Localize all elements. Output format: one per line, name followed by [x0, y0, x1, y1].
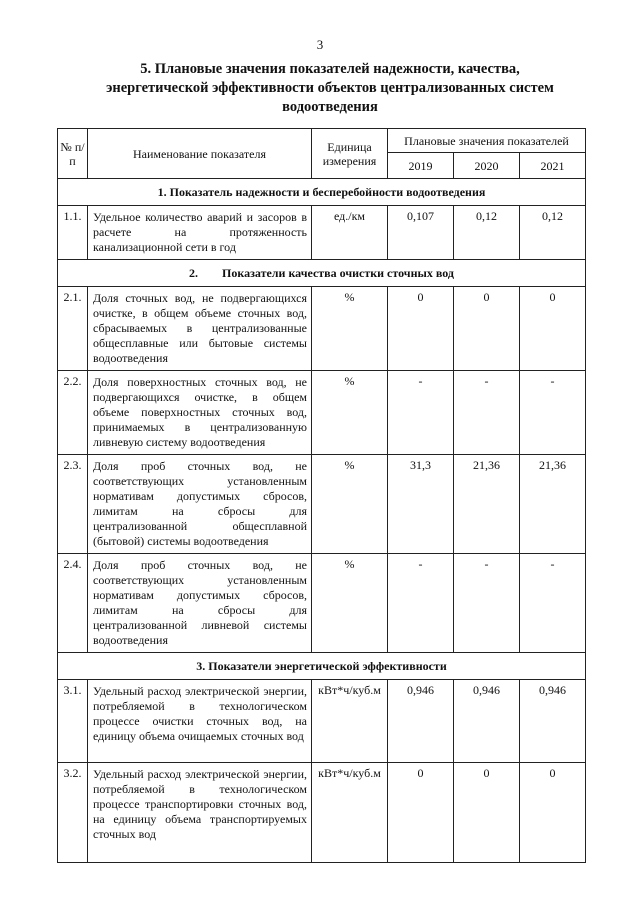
- header-unit: Единица измерения: [312, 129, 388, 179]
- header-year: 2021: [520, 153, 586, 179]
- value-cell: 0: [388, 763, 454, 863]
- value-cell: 0,946: [520, 680, 586, 763]
- value-cell: 0,946: [388, 680, 454, 763]
- page-number: 3: [316, 37, 324, 52]
- value-cell: 0: [388, 287, 454, 371]
- table-row: [58, 455, 586, 554]
- header-planned-values: Плановые значения показателей: [388, 129, 586, 153]
- row-number: 3.1.: [58, 680, 88, 763]
- unit-cell: %: [312, 554, 388, 653]
- unit-cell: %: [312, 455, 388, 554]
- value-cell: -: [520, 554, 586, 653]
- indicator-name: Доля проб сточных вод, не соответствующих установленным нормативам допустимых сбросов, лимитам на сбросы для централизованной общесплавной (бытовой) системы водоотведения: [88, 455, 312, 554]
- section-row: [58, 179, 586, 206]
- indicator-name: Удельный расход электрической энергии, потребляемой в технологическом процессе очистки сточных вод, на единицу объема очищаемых сточных вод: [88, 680, 312, 763]
- value-cell: 0: [520, 763, 586, 863]
- value-cell: 0,12: [454, 206, 520, 260]
- header-year: 2019: [388, 153, 454, 179]
- unit-cell: %: [312, 371, 388, 455]
- value-cell: 21,36: [520, 455, 586, 554]
- row-number: 1.1.: [58, 206, 88, 260]
- section-row: [58, 260, 586, 287]
- header-name: Наименование показателя: [88, 129, 312, 179]
- header-num: № п/п: [58, 129, 88, 179]
- section-title: 2. Показатели качества очистки сточных вод: [58, 260, 586, 287]
- indicator-name: Удельный расход электрической энергии, потребляемой в технологическом процессе транспортировки сточных вод, на единицу объема транспортируемых сточных вод: [88, 763, 312, 863]
- page-title: 5. Плановые значения показателей надежности, качества, энергетической эффективности объектов централизованных систем водоотведения: [106, 61, 554, 115]
- indicator-name: Доля поверхностных сточных вод, не подвергающихся очистке, в общем объеме поверхностных сточных вод, принимаемых в централизованную ливневую систему водоотведения: [88, 371, 312, 455]
- row-number: 2.2.: [58, 371, 88, 455]
- unit-cell: кВт*ч/куб.м: [312, 680, 388, 763]
- value-cell: 0,12: [520, 206, 586, 260]
- table-row: [58, 554, 586, 653]
- section-title: 3. Показатели энергетической эффективности: [58, 653, 586, 680]
- unit-cell: ед./км: [312, 206, 388, 260]
- value-cell: -: [388, 554, 454, 653]
- table-row: [58, 680, 586, 763]
- value-cell: -: [454, 371, 520, 455]
- unit-cell: %: [312, 287, 388, 371]
- value-cell: -: [520, 371, 586, 455]
- indicators-table: [57, 128, 586, 863]
- section-row: [58, 653, 586, 680]
- table-row: [58, 287, 586, 371]
- value-cell: 0: [454, 287, 520, 371]
- value-cell: 0,107: [388, 206, 454, 260]
- section-title: 1. Показатель надежности и бесперебойности водоотведения: [58, 179, 586, 206]
- value-cell: 0: [454, 763, 520, 863]
- header-year: 2020: [454, 153, 520, 179]
- table-row: [58, 763, 586, 863]
- value-cell: 31,3: [388, 455, 454, 554]
- value-cell: 0,946: [454, 680, 520, 763]
- table-row: [58, 371, 586, 455]
- unit-cell: кВт*ч/куб.м: [312, 763, 388, 863]
- indicator-name: Удельное количество аварий и засоров в расчете на протяженность канализационной сети в год: [88, 206, 312, 260]
- value-cell: 21,36: [454, 455, 520, 554]
- value-cell: 0: [520, 287, 586, 371]
- indicator-name: Доля проб сточных вод, не соответствующих установленным нормативам допустимых сбросов, лимитам на сбросы для централизованной ливневой системы водоотведения: [88, 554, 312, 653]
- value-cell: -: [388, 371, 454, 455]
- table-row: [58, 206, 586, 260]
- row-number: 2.1.: [58, 287, 88, 371]
- row-number: 2.4.: [58, 554, 88, 653]
- indicator-name: Доля сточных вод, не подвергающихся очистке, в общем объеме сточных вод, сбрасываемых в централизованные общесплавные или бытовые системы водоотведения: [88, 287, 312, 371]
- value-cell: -: [454, 554, 520, 653]
- row-number: 2.3.: [58, 455, 88, 554]
- row-number: 3.2.: [58, 763, 88, 863]
